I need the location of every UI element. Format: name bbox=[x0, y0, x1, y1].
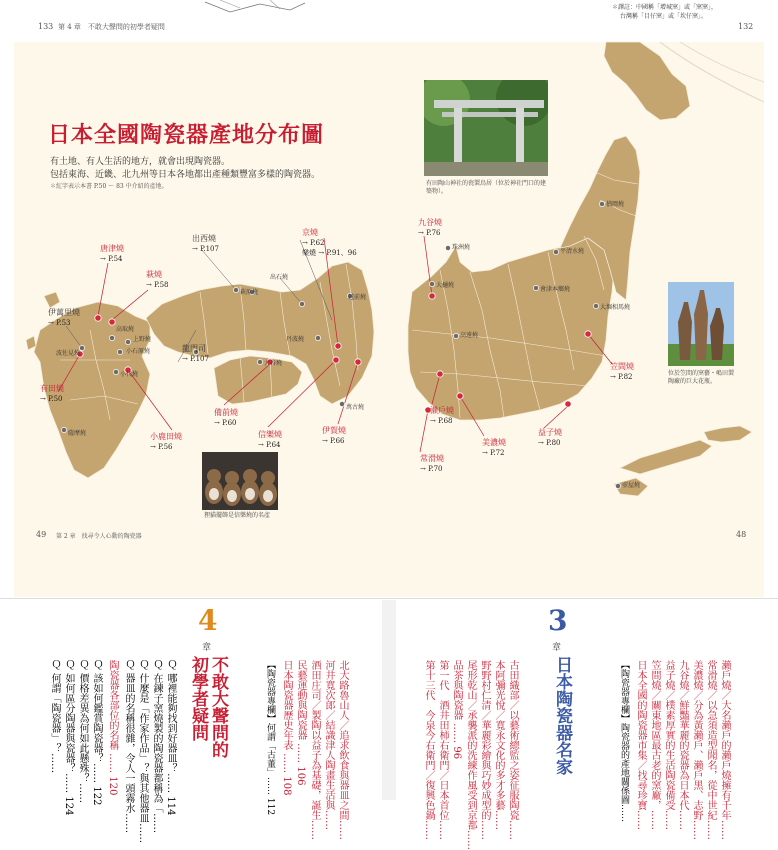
torii-caption: 有田陶山神社的瓷製鳥居（位於神社門口的建築物）。 bbox=[426, 180, 547, 195]
right-toc-item: 常滑燒／以急須造型聞名，從中世紀…… bbox=[705, 660, 716, 840]
label-bizen: 備前燒 → P.60 bbox=[214, 408, 238, 427]
label-iga: 伊賀燒 → P.66 bbox=[322, 426, 346, 445]
label-tokoname: 常滑燒 → P.70 bbox=[420, 454, 444, 473]
place-label: 大堀相馬燒 bbox=[600, 304, 631, 311]
divider bbox=[0, 598, 778, 599]
place-label: 楢岡燒 bbox=[606, 201, 625, 208]
right-toc-item: 日本全國的陶瓷器市集／找尋珍寶…… bbox=[635, 660, 646, 830]
ch4-toc-item: Ｑ 何謂「陶瓷器」？…… bbox=[49, 660, 60, 774]
label-seto: 瀨戶燒 → P.68 bbox=[430, 406, 454, 425]
place-label: 波佐見燒 bbox=[56, 350, 81, 357]
ch4-toc-item: 陶瓷器各部位的名稱 …… 120 bbox=[107, 660, 118, 796]
page-number-right: 132 bbox=[738, 22, 754, 31]
label-arita: 有田燒 → P.50 bbox=[40, 384, 64, 403]
translator-note-1: ✽譯註：中國稱「增城窯」或「窯窯」， bbox=[612, 4, 718, 11]
chapter-running-head: 第 4 章 不敢大聲問的初學者疑問 bbox=[58, 23, 165, 31]
label-karatsu: 唐津燒 → P.54 bbox=[100, 244, 124, 263]
right-toc-item: 【陶瓷器專欄】陶瓷器的產地關係圖…… bbox=[619, 660, 629, 822]
place-label: 壺屋燒 bbox=[622, 482, 641, 489]
map-title: 日本全國陶瓷器產地分布圖 bbox=[48, 122, 325, 148]
right-toc-item: 九谷燒／鮮豔華麗的瓷器為日本代…… bbox=[677, 660, 688, 830]
place-label: 越前燒 bbox=[348, 294, 367, 301]
ch3-toc-item: 本阿彌光悅／寬永文化的多才多藝…… bbox=[493, 660, 504, 830]
place-label: 高取燒 bbox=[116, 326, 135, 333]
mid-toc-item: 【陶瓷器專欄】何謂「古董」…… 112 bbox=[265, 660, 275, 816]
ch3-number: 3 bbox=[548, 604, 568, 637]
torii-photo bbox=[424, 80, 548, 176]
mid-toc-item: 日本陶瓷器歷史年表 …… 108 bbox=[281, 660, 292, 796]
ch4-toc-item: Ｑ 價格差異為何如此懸殊？…… bbox=[77, 660, 88, 804]
ch4-toc-item: Ｑ 器皿的名稱很雜，令人一頭霧水…… bbox=[123, 660, 134, 834]
ch3-title: 日本陶瓷器名家 bbox=[552, 656, 572, 775]
toc-gutter bbox=[382, 600, 396, 800]
label-hagi: 萩燒 → P.58 bbox=[146, 270, 169, 289]
label-izushi-ref: 出西燒 → P.107 bbox=[192, 234, 219, 253]
right-toc-item: 美濃燒／分為黃瀨戶、瀨戶黑、志野…… bbox=[691, 660, 702, 840]
ch4-toc-item: Ｑ 在鍊子窯燒製的陶瓷器都稱為「…… bbox=[151, 660, 162, 834]
place-label: 大谷燒 bbox=[264, 360, 283, 367]
place-label: 小石原燒 bbox=[126, 348, 151, 355]
place-label: 平清水燒 bbox=[560, 248, 585, 255]
ch4-number: 4 bbox=[198, 604, 218, 637]
ch3-toc-item: 古田織部／以藝術總監之姿征服陶瓷…… bbox=[507, 660, 518, 840]
ch3-toc-item: 野野村仁清／華麗彩繪與巧妙成型的…… bbox=[479, 660, 490, 840]
vase-photo bbox=[668, 282, 734, 366]
place-label: 上野燒 bbox=[133, 336, 152, 343]
page-number-left: 133 bbox=[38, 22, 54, 31]
mid-toc-item: 河井寬次郎／結識津人陶畫生活與…… bbox=[323, 660, 334, 830]
map-note: ✽紅字表示本書 P.50 ～ 83 中介紹的產地。 bbox=[50, 183, 168, 190]
translator-note-2: 台灣稱「目仔窯」或「坎仔窯」。 bbox=[620, 13, 708, 20]
mid-toc-item: 民藝運動與陶瓷器 …… 106 bbox=[295, 660, 306, 786]
label-kyo: 京燒 → P.62 樂燒 → P.91、96 bbox=[302, 228, 357, 257]
tanuki-photo bbox=[202, 452, 278, 510]
map-subtitle-1: 有土地、有人生活的地方，就會出現陶瓷器。 bbox=[50, 157, 231, 167]
page-number-49: 49 bbox=[36, 530, 47, 539]
label-onta: 小鹿田燒 → P.56 bbox=[150, 432, 182, 451]
place-label: 萬古燒 bbox=[346, 404, 365, 411]
place-label: 丹波燒 bbox=[286, 336, 305, 343]
ch4-label: 章 bbox=[202, 643, 212, 653]
place-label: 大樋燒 bbox=[436, 282, 455, 289]
label-shigaraki: 信樂燒 → P.64 bbox=[258, 430, 282, 449]
label-mashiko: 益子燒 → P.80 bbox=[538, 428, 562, 447]
ch3-toc-item: 第十三代 今泉今右衛門／復興色鍋…… bbox=[423, 660, 434, 840]
ch4-title-1: 不敢大聲問的 bbox=[208, 656, 228, 758]
label-kutani: 九谷燒 → P.76 bbox=[418, 218, 442, 237]
place-label: 出石燒 bbox=[270, 274, 289, 281]
label-kasama: 笠間燒 → P.82 bbox=[610, 362, 634, 381]
ch4-toc-item: Ｑ 哪裡能夠找到好器皿？…… 114 bbox=[165, 660, 176, 816]
ch3-label: 章 bbox=[552, 643, 562, 653]
ch4-toc-item: Ｑ 如何區分陶器與瓷器？…… 124 bbox=[63, 660, 74, 816]
chapter-running-foot: 第 2 章 找尋令人心動的陶瓷器 bbox=[56, 533, 142, 540]
vase-caption: 位於笠間的窯藝・嶋田製陶廠的巨大花瓶。 bbox=[668, 370, 735, 385]
ch3-toc-item: 品茶與陶瓷器 …… 96 bbox=[451, 660, 462, 760]
ch4-toc-item: Ｑ 什麼是「作家作品」？與其他器皿…… bbox=[137, 660, 148, 844]
right-toc-item: 瀨戶燒／大名瀨戶的瀨戶燒擁有千年…… bbox=[719, 660, 730, 840]
page-number-48: 48 bbox=[736, 530, 747, 539]
ch3-toc-item: 尾形乾山／承襲派的洗練作風受到京都…… bbox=[465, 660, 476, 850]
right-toc-item: 笠間燒／關東地區最古老的窯廠，…… bbox=[649, 660, 660, 830]
ch4-title-2: 初學者疑問 bbox=[188, 656, 208, 741]
place-label: 珠洲燒 bbox=[452, 244, 471, 251]
label-imari: 伊萬里燒 → P.53 bbox=[48, 308, 80, 327]
place-label: 高遠燒 bbox=[460, 332, 479, 339]
mid-toc-item: 北大路魯山人／追求飲食與器皿之間…… bbox=[337, 660, 348, 840]
label-mino: 美濃燒 → P.72 bbox=[482, 438, 506, 457]
label-chosa: 龍門司 → P.107 bbox=[182, 344, 209, 363]
place-label: 薩摩燒 bbox=[68, 430, 87, 437]
ch3-toc-item: 第一代 酒井田柿右衛門／日本首位…… bbox=[437, 660, 448, 840]
tanuki-caption: 狸貓擺飾是信樂燒的名產 bbox=[204, 512, 271, 519]
mid-toc-item: 酒田庄司／製陶以益子為基礎，誕生…… bbox=[309, 660, 320, 840]
place-label: 小代燒 bbox=[120, 371, 139, 378]
map-subtitle-2: 包括東海、近畿、北九州等日本各地都出產種類豐富多樣的陶瓷器。 bbox=[50, 170, 321, 180]
right-toc-item: 益子燒／樸素厚實的生活陶瓷備受…… bbox=[663, 660, 674, 830]
place-label: 會津本鄉燒 bbox=[540, 286, 571, 293]
ch4-toc-item: Ｑ 該如何鑑賞陶瓷器？…… 122 bbox=[91, 660, 102, 806]
place-label: 萩原燒 bbox=[240, 289, 259, 296]
